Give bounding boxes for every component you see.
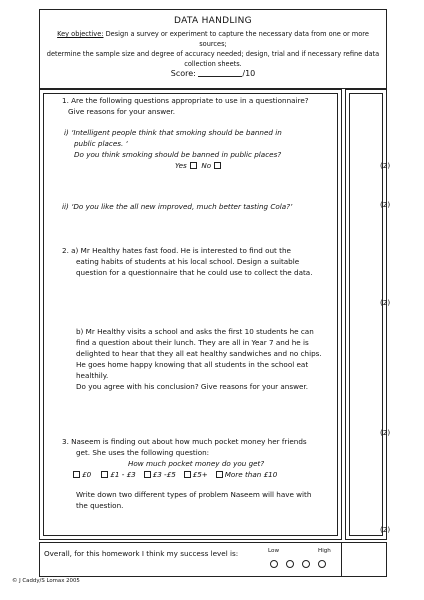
no-checkbox[interactable] bbox=[214, 162, 221, 169]
q2b-line2: find a question about their lunch. They are all in Year 7 and he is bbox=[76, 338, 309, 347]
mark-q1ii: (2) bbox=[380, 200, 391, 209]
q3-options bbox=[72, 470, 277, 481]
mark-q3: (2) bbox=[380, 525, 391, 534]
yes-label: Yes bbox=[175, 161, 187, 170]
q1-i-line2: public places. ‘ bbox=[74, 139, 128, 148]
marks-column-inner bbox=[349, 93, 383, 536]
score-out-of: /10 bbox=[242, 69, 256, 78]
copyright: © J Caddy/S Lomax 2005 bbox=[12, 578, 80, 584]
high-label: High bbox=[318, 548, 331, 554]
q1-ii: ii) ‘Do you like the all new improved, much better tasting Cola?’ bbox=[62, 202, 293, 211]
success-circle-2[interactable] bbox=[286, 560, 294, 568]
option3-checkbox[interactable] bbox=[144, 471, 151, 478]
q2b-line4: He goes home happy knowing that all students in the school eat bbox=[76, 360, 309, 369]
no-label: No bbox=[201, 161, 212, 170]
q1-line2: Give reasons for your answer. bbox=[68, 107, 176, 116]
objective-label: Key objective: bbox=[57, 30, 104, 38]
yes-checkbox[interactable] bbox=[190, 162, 197, 169]
q3-line2: get. She uses the following question: bbox=[76, 448, 210, 457]
q1-i-line3: Do you think smoking should be banned in public places? bbox=[74, 150, 282, 159]
mark-q2b: (2) bbox=[380, 428, 391, 437]
q2b-line6: Do you agree with his conclusion? Give reasons for your answer. bbox=[76, 382, 308, 391]
q3-write-line1: Write down two different types of problem Naseem will have with bbox=[76, 490, 312, 499]
option5-checkbox[interactable] bbox=[216, 471, 223, 478]
success-circle-1[interactable] bbox=[270, 560, 278, 568]
q3-question: How much pocket money do you get? bbox=[128, 459, 265, 468]
option2-checkbox[interactable] bbox=[101, 471, 108, 478]
objective-line3: collection sheets. bbox=[184, 60, 242, 68]
low-label: Low bbox=[268, 548, 280, 554]
success-circle-4[interactable] bbox=[318, 560, 326, 568]
q2a-line2: eating habits of students at his local school. Design a suitable bbox=[76, 257, 300, 266]
mark-q2a: (2) bbox=[380, 298, 391, 307]
option1-label: £0 bbox=[82, 470, 92, 479]
q2b-line1: b) Mr Healthy visits a school and asks the first 10 students he can bbox=[76, 327, 314, 336]
q2b-line5: healthily. bbox=[76, 371, 109, 380]
header-box bbox=[39, 9, 387, 89]
option4-label: £5+ bbox=[192, 470, 208, 479]
score-blank[interactable] bbox=[198, 68, 242, 77]
option5-label: More than £10 bbox=[224, 470, 278, 479]
objective-line2: determine the sample size and degree of accuracy needed; design, trial and if necessary refine data bbox=[46, 50, 380, 58]
yes-no-options bbox=[175, 161, 223, 172]
score-label: Score: bbox=[170, 69, 196, 78]
success-circle-3[interactable] bbox=[302, 560, 310, 568]
success-level-prompt: Overall, for this homework I think my success level is: bbox=[44, 549, 239, 558]
option4-checkbox[interactable] bbox=[184, 471, 191, 478]
q2a-line3: question for a questionnaire that he could use to collect the data. bbox=[76, 268, 313, 277]
page-title: DATA HANDLING bbox=[174, 16, 252, 26]
q2a-line1: 2. a) Mr Healthy hates fast food. He is interested to find out the bbox=[62, 246, 291, 255]
q2b-line3: delighted to hear that they all eat healthy sandwiches and no chips. bbox=[76, 349, 322, 358]
q1-line1: 1. Are the following questions appropriate to use in a questionnaire? bbox=[62, 96, 309, 105]
option2-label: £1 - £3 bbox=[110, 470, 136, 479]
score-line bbox=[40, 68, 386, 78]
q3-line1: 3. Naseem is finding out about how much pocket money her friends bbox=[62, 437, 307, 446]
objective-line1: Design a survey or experiment to capture the necessary data from one or more sources; bbox=[105, 30, 369, 48]
mark-q1i: (2) bbox=[380, 161, 391, 170]
q3-write-line2: the question. bbox=[76, 501, 124, 510]
option3-label: £3 -£5 bbox=[152, 470, 176, 479]
option1-checkbox[interactable] bbox=[73, 471, 80, 478]
q1-i-line1: i) ‘Intelligent people think that smoking should be banned in bbox=[64, 128, 282, 137]
key-objective bbox=[46, 29, 380, 69]
